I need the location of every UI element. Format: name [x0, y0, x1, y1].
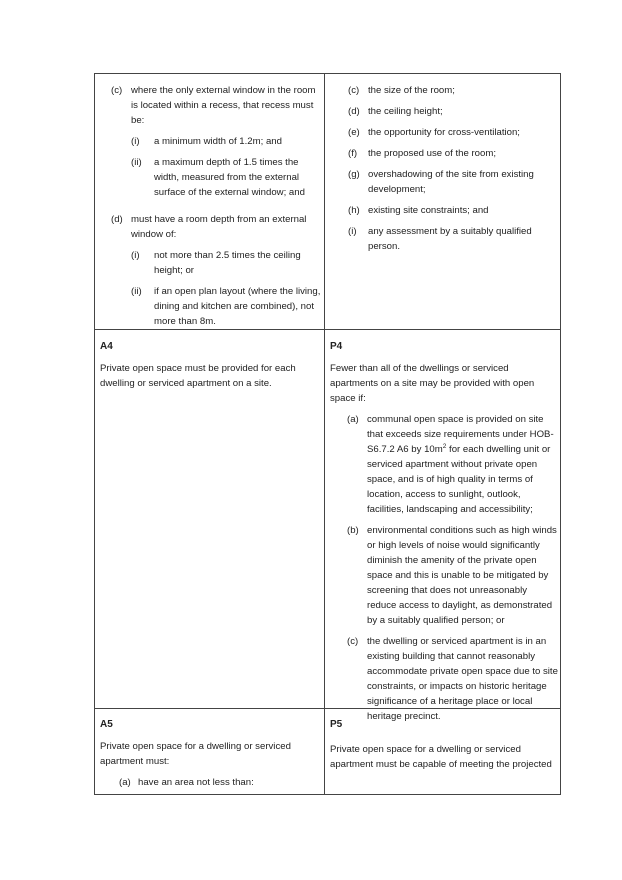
list-item: (a) communal open space is provided on site that exceeds size requirements under HOB-S6.7.2 A6 by $10m^2$ for each dwelling unit or serviced apartment without private open space, and is of high quality in terms of location, access to sunlight, outlook, facilities, landscaping and accessibility; — [347, 414, 554, 515]
list-item: (c) where the only external window in the room is located within a recess, that recess must be: (i) a minimum width of 1.2m; and (ii) a maximum depth of 1.5 times the width, measured from the external surface of the external window; and — [111, 83, 323, 206]
row1-right-cell — [348, 83, 548, 260]
list-item: (d) the ceiling height; — [348, 106, 443, 117]
list-item: (c) the dwelling or serviced apartment is in an existing building that cannot reasonably accommodate private open space due to site constraints, or impacts on historic heritage significance of a heritage place or local heritage precinct. — [347, 636, 558, 722]
list-item: (a) have an area not less than: — [119, 777, 254, 788]
list-item: (f) the proposed use of the room; — [348, 148, 496, 159]
sub-list-item: (i) not more than 2.5 times the ceiling height; or — [131, 250, 301, 276]
column-divider — [324, 74, 325, 794]
acceptable-solution-heading: A5 — [100, 719, 113, 730]
list-item: (c) the size of the room; — [348, 85, 455, 96]
row1-left-cell — [111, 83, 323, 341]
sub-list-item: (i) a minimum width of 1.2m; and — [131, 136, 282, 147]
acceptable-solution-text: Private open space must be provided for each dwelling or serviced apartment on a site. — [100, 363, 296, 389]
list-item: (e) the opportunity for cross-ventilation; — [348, 127, 520, 138]
performance-criteria-text: Private open space for a dwelling or serviced apartment must be capable of meeting the projected — [330, 744, 552, 770]
sub-list-item: (ii) if an open plan layout (where the living, dining and kitchen are combined), not more than 8m. — [131, 286, 321, 327]
acceptable-solution-heading: A4 — [100, 341, 113, 352]
list-item: (i) any assessment by a suitably qualified person. — [348, 226, 532, 252]
performance-criteria-heading: P5 — [330, 719, 343, 730]
row2-right-cell — [330, 339, 558, 730]
standards-table — [94, 73, 561, 795]
row3-right-cell — [330, 717, 558, 778]
performance-criteria-intro: Fewer than all of the dwellings or serviced apartments on a site may be provided with open space if: — [330, 363, 535, 404]
performance-criteria-heading: P4 — [330, 341, 343, 352]
acceptable-solution-text: Private open space for a dwelling or serviced apartment must: — [100, 741, 291, 767]
list-item: (d) must have a room depth from an external window of: (i) not more than 2.5 times the ceiling height; or (ii) if an open plan layout (where the living, dining and kitchen are combined), not more than 8m. — [111, 212, 323, 335]
list-item: (g) overshadowing of the site from existing development; — [348, 169, 534, 195]
row2-left-cell — [100, 339, 315, 397]
list-item: (h) existing site constraints; and — [348, 205, 489, 216]
list-item: (b) environmental conditions such as high winds or high levels of noise would significantly diminish the amenity of the private open space and this is unable to be mitigated by screening that does not unreasonably reduce access to daylight, as demonstrated by a suitably qualified person; or — [347, 525, 557, 626]
row3-left-cell — [100, 717, 315, 796]
sub-list-item: (ii) a maximum depth of 1.5 times the width, measured from the external surface of the external window; and — [131, 157, 305, 198]
